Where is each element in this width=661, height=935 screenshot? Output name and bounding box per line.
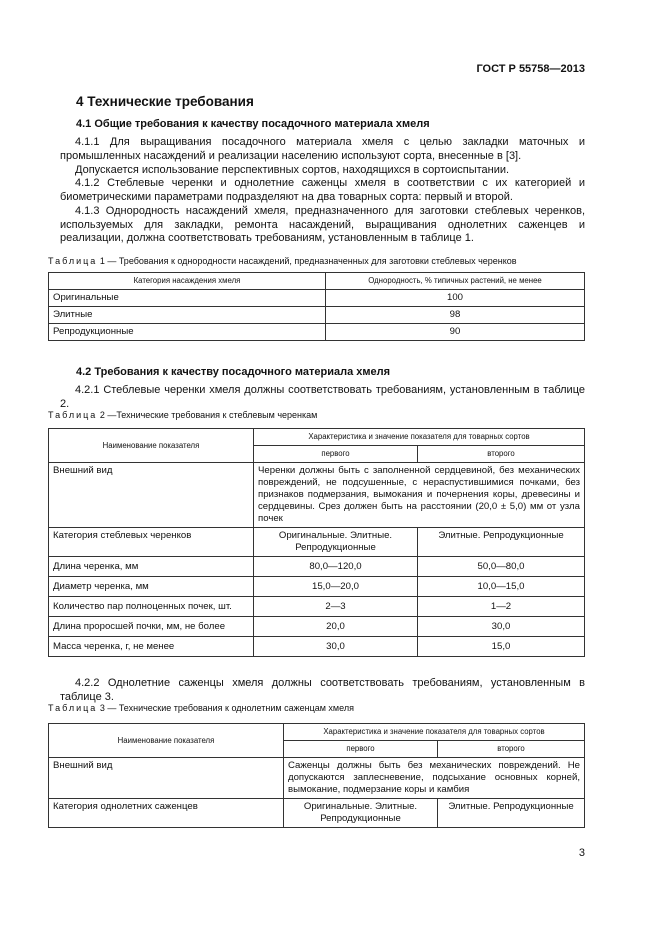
table-cell: 10,0—15,0 (418, 577, 585, 597)
table-cell: 30,0 (418, 617, 585, 637)
table-row (49, 597, 585, 617)
table-cell: Элитные. Репродукционные (418, 528, 585, 557)
table-cell: Элитные (49, 307, 326, 324)
table-cell: 15,0 (418, 637, 585, 657)
page-number: 3 (578, 847, 585, 859)
paragraph-4-1-2: 4.1.2 Стеблевые черенки и однолетние саженцы хмеля в соответствии с их категорией и биометрическими параметрами подразделяют на два товарных сорта: первый и второй. (60, 177, 585, 203)
paragraph-4-1-3: 4.1.3 Однородность насаждений хмеля, предназначенного для заготовки стеблевых черенков, используемых для закладки, ремонта насаждений, выращивания однолетних саженцев и реализации, должна соответствовать требованиям, установленным в таблице 1. (60, 205, 585, 244)
table-cell: Черенки должны быть с заполненной сердцевиной, без механических повреждений, не подсушенные, с нераспустившимися почками, без признаков подмерзания, вымокания и почернения коры, древесины и сердцевины. Срез должен быть на расстоянии (20,0 ± 5,0) мм от узла почек (254, 463, 585, 528)
table-cell: Элитные. Репродукционные (438, 799, 585, 828)
table-row (49, 463, 585, 528)
subsection-4-1-title: 4.1 Общие требования к качеству посадочного материала хмеля (76, 118, 430, 130)
table3-header-name: Наименование показателя (49, 724, 284, 758)
table-row (49, 577, 585, 597)
table-cell: 2—3 (254, 597, 418, 617)
table-cell: Оригинальные (49, 290, 326, 307)
table-cell: Оригинальные. Элитные. Репродукционные (284, 799, 438, 828)
section-title: 4 Технические требования (76, 94, 254, 109)
table-row (49, 617, 585, 637)
table-cell: Репродукционные (49, 324, 326, 341)
table3-caption: Таблица 3 — Технические требования к однолетним саженцам хмеля (48, 703, 354, 713)
table-cell: 50,0—80,0 (418, 557, 585, 577)
paragraph-4-2-2: 4.2.2 Однолетние саженцы хмеля должны соответствовать требованиям, установленным в таблице 3. (60, 677, 585, 703)
subsection-4-2-title: 4.2 Требования к качеству посадочного материала хмеля (76, 366, 391, 378)
table-row (49, 637, 585, 657)
table-cell: Количество пар полноценных почек, шт. (49, 597, 254, 617)
table3-header-first: первого (284, 741, 438, 758)
table2-caption: Таблица 2 —Технические требования к стеблевым черенкам (48, 410, 318, 420)
table-cell: 98 (326, 307, 585, 324)
table-row (49, 290, 585, 307)
table-cell: Масса черенка, г, не менее (49, 637, 254, 657)
table-cell: Оригинальные. Элитные. Репродукционные (254, 528, 418, 557)
table-row (49, 557, 585, 577)
table-2 (48, 428, 585, 657)
table-cell: 30,0 (254, 637, 418, 657)
table-row (49, 324, 585, 341)
table-cell: 15,0—20,0 (254, 577, 418, 597)
table-row (49, 799, 585, 828)
table-3 (48, 723, 585, 828)
table-cell: Категория стеблевых черенков (49, 528, 254, 557)
table-cell: Внешний вид (49, 463, 254, 528)
table-cell: Внешний вид (49, 758, 284, 799)
table2-header-second: второго (418, 446, 585, 463)
table2-header-characteristic: Характеристика и значение показателя для товарных сортов (254, 429, 585, 446)
table-cell: 80,0—120,0 (254, 557, 418, 577)
paragraph-4-1-1: 4.1.1 Для выращивания посадочного материала хмеля с целью закладки маточных и промышленных насаждений и реализации населению используют сорта, внесенные в [3]. (60, 136, 585, 162)
standard-header: ГОСТ Р 55758—2013 (476, 63, 585, 75)
table-cell: 90 (326, 324, 585, 341)
table-cell: Категория однолетних саженцев (49, 799, 284, 828)
table-row (49, 307, 585, 324)
table1-caption: Таблица 1 — Требования к однородности насаждений, предназначенных для заготовки стеблевых черенков (48, 256, 517, 266)
table1-header-category: Категория насаждения хмеля (49, 273, 326, 290)
table3-header-characteristic: Характеристика и значение показателя для товарных сортов (284, 724, 585, 741)
table-cell: Диаметр черенка, мм (49, 577, 254, 597)
table-cell: Саженцы должны быть без механических повреждений. Не допускаются заплесневение, подсыхание основных корней, вымокание, подмерзание коры и камбия (284, 758, 585, 799)
table2-header-first: первого (254, 446, 418, 463)
table-cell: Длина проросшей почки, мм, не более (49, 617, 254, 637)
table3-header-second: второго (438, 741, 585, 758)
table-1 (48, 272, 585, 341)
table2-header-name: Наименование показателя (49, 429, 254, 463)
table-row (49, 528, 585, 557)
table-cell: 1—2 (418, 597, 585, 617)
table1-header-uniformity: Однородность, % типичных растений, не менее (326, 273, 585, 290)
table-row (49, 758, 585, 799)
table-cell: 100 (326, 290, 585, 307)
paragraph-4-2-1: 4.2.1 Стеблевые черенки хмеля должны соответствовать требованиям, установленным в таблице 2. (60, 384, 585, 410)
paragraph-prospective-varieties: Допускается использование перспективных сортов, находящихся в сортоиспытании. (75, 164, 510, 176)
table-cell: 20,0 (254, 617, 418, 637)
table-cell: Длина черенка, мм (49, 557, 254, 577)
